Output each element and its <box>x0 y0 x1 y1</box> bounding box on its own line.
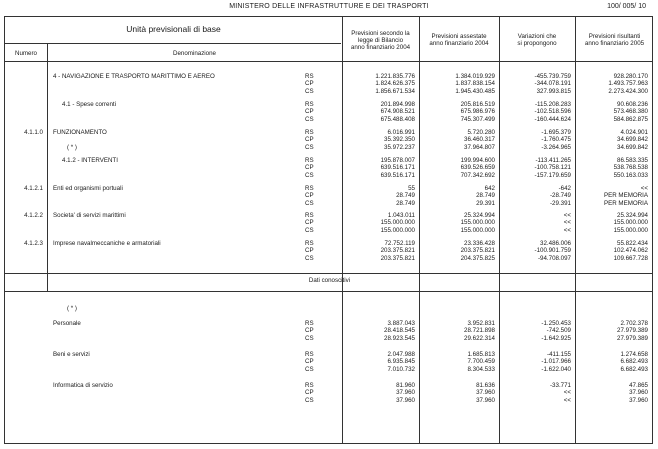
row-label: Imprese navalmeccaniche e armatoriali <box>53 240 161 247</box>
table-cell: 1.384.019.929 <box>455 73 495 80</box>
row-label: FUNZIONAMENTO <box>53 129 107 136</box>
table-cell: -29.391 <box>550 199 571 207</box>
table-cell: -115.208.283 <box>534 101 571 108</box>
table-cell: 37.964.807 <box>464 143 495 151</box>
table-cell: << <box>563 389 571 397</box>
table-cell: 35.392.350 <box>384 136 415 144</box>
table-cell: -1.760.475 <box>541 136 571 144</box>
row-number: 4.1.2.3 <box>24 240 43 247</box>
table-cell: 90.608.236 <box>617 101 648 108</box>
table-cell: 37.960 <box>629 389 648 397</box>
table-cell: -3.264.965 <box>541 143 571 151</box>
divider <box>5 291 652 292</box>
table-cell: 29.622.314 <box>464 334 495 342</box>
table-cell: 1.274.658 <box>620 351 648 358</box>
table-cell: 205.816.519 <box>460 101 495 108</box>
col-assestate: Previsioni assestate anno finanziario 2004 <box>429 33 489 48</box>
line-code: CP <box>305 108 314 116</box>
table-cell: 639.526.659 <box>460 164 495 172</box>
table-cell: 199.994.600 <box>460 157 495 164</box>
table-cell: 28.418.545 <box>384 327 415 335</box>
table-cell: 28.721.898 <box>464 327 495 335</box>
table-cell: 203.375.821 <box>380 247 415 255</box>
line-code: CP <box>305 136 314 144</box>
table-cell: 155.000.000 <box>380 226 415 234</box>
col-legge-bilancio: Previsioni secondo la legge di Bilancio anno finanziario 2004 <box>350 30 411 52</box>
table-cell: 155.000.000 <box>613 219 648 227</box>
table-cell: -94.708.097 <box>537 254 571 262</box>
page-number: 100/ 005/ 10 <box>607 3 646 10</box>
table-cell: 47.865 <box>629 382 648 389</box>
table-cell: 35.972.237 <box>384 143 415 151</box>
table-cell: 155.000.000 <box>460 219 495 227</box>
table-cell: 573.468.380 <box>613 108 648 116</box>
table-cell: 584.862.875 <box>613 115 648 123</box>
row-label: 4.1.2 - INTERVENTI <box>62 157 118 164</box>
table-cell: 928.280.170 <box>613 73 648 80</box>
table-cell: 675.986.976 <box>460 108 495 116</box>
table-cell: 2.273.424.300 <box>608 87 648 95</box>
table-cell: 109.667.728 <box>613 254 648 262</box>
table-cell: 28.749 <box>476 192 495 200</box>
table-cell: 32.486.006 <box>540 240 571 247</box>
line-code: RS <box>305 73 314 80</box>
table-cell: 1.493.757.963 <box>608 80 648 88</box>
table-cell: 25.324.994 <box>617 212 648 219</box>
line-code: CS <box>305 396 314 404</box>
table-cell: 195.878.007 <box>380 157 415 164</box>
table-cell: << <box>640 185 648 192</box>
unit-title: Unità previsionali di base <box>126 24 221 34</box>
ministry-title: MINISTERO DELLE INFRASTRUTTURE E DEI TRASPORTI <box>229 3 429 10</box>
table-cell: 37.960 <box>396 389 415 397</box>
table-cell: 1.856.671.534 <box>375 87 415 95</box>
budget-table <box>4 16 653 444</box>
line-code: CS <box>305 334 314 342</box>
line-code: RS <box>305 240 314 247</box>
table-cell: 327.993.815 <box>536 87 571 95</box>
line-code: RS <box>305 129 314 136</box>
divider <box>5 43 341 44</box>
table-cell: 34.699.842 <box>617 136 648 144</box>
line-code: CP <box>305 389 314 397</box>
table-cell: 37.960 <box>396 396 415 404</box>
line-code: RS <box>305 320 314 327</box>
table-cell: 7.700.459 <box>467 358 495 366</box>
table-cell: 8.304.533 <box>467 365 495 373</box>
table-cell: 1.685.813 <box>467 351 495 358</box>
table-cell: -455.739.759 <box>534 73 571 80</box>
table-cell: 550.163.033 <box>613 171 648 179</box>
table-cell: 707.342.692 <box>460 171 495 179</box>
line-code: CP <box>305 192 314 200</box>
table-cell: 81.636 <box>476 382 495 389</box>
table-cell: 155.000.000 <box>613 226 648 234</box>
table-cell: 6.016.991 <box>387 129 415 136</box>
table-cell: 37.960 <box>476 389 495 397</box>
line-code: CS <box>305 199 314 207</box>
line-code: RS <box>305 101 314 108</box>
table-cell: 36.460.317 <box>464 136 495 144</box>
line-code: CP <box>305 247 314 255</box>
section-title: Dati conoscitivi <box>308 277 351 284</box>
table-cell: -157.179.659 <box>534 171 571 179</box>
line-code: CP <box>305 358 314 366</box>
table-cell: 7.010.732 <box>387 365 415 373</box>
table-cell: -1.622.040 <box>541 365 571 373</box>
table-cell: 29.391 <box>476 199 495 207</box>
table-cell: 1.221.835.776 <box>375 73 415 80</box>
table-cell: 5.720.280 <box>467 129 495 136</box>
table-cell: 34.699.842 <box>617 143 648 151</box>
table-cell: -102.518.596 <box>534 108 571 116</box>
table-cell: << <box>563 219 571 227</box>
table-cell: 27.979.389 <box>617 334 648 342</box>
table-cell: 27.979.389 <box>617 327 648 335</box>
table-cell: 72.752.119 <box>384 240 415 247</box>
table-cell: -344.078.191 <box>534 80 571 88</box>
table-cell: 538.768.538 <box>613 164 648 172</box>
table-cell: << <box>563 212 571 219</box>
table-cell: 81.960 <box>396 382 415 389</box>
row-label: Beni e servizi <box>53 351 90 358</box>
table-cell: 25.324.994 <box>464 212 495 219</box>
row-label: Personale <box>53 320 81 327</box>
table-cell: 23.336.428 <box>464 240 495 247</box>
line-code: CP <box>305 327 314 335</box>
table-cell: 6.682.493 <box>620 358 648 366</box>
line-code: CS <box>305 115 314 123</box>
table-cell: 2.047.988 <box>387 351 415 358</box>
table-cell: -28.749 <box>550 192 571 200</box>
table-cell: 28.923.545 <box>384 334 415 342</box>
col-variazioni: Variazioni che si propongono <box>517 33 557 48</box>
table-cell: 6.682.493 <box>620 365 648 373</box>
table-cell: 201.894.998 <box>380 101 415 108</box>
line-code: CS <box>305 143 314 151</box>
divider <box>5 61 652 62</box>
table-cell: 37.960 <box>476 396 495 404</box>
row-label: 4 - NAVIGAZIONE E TRASPORTO MARITTIMO E AEREO <box>53 73 215 80</box>
row-number: 4.1.1.0 <box>24 129 43 136</box>
row-note: ( * ) <box>67 143 77 151</box>
table-cell: -1.017.966 <box>541 358 571 366</box>
line-code: RS <box>305 212 314 219</box>
table-cell: 86.583.335 <box>617 157 648 164</box>
table-cell: 155.000.000 <box>460 226 495 234</box>
col-risultanti: Previsioni risultanti anno finanziario 2005 <box>584 33 645 48</box>
table-cell: -1.250.453 <box>541 320 571 327</box>
line-code: CP <box>305 80 314 88</box>
divider <box>47 43 48 291</box>
table-cell: 674.908.521 <box>380 108 415 116</box>
table-cell: 1.824.626.375 <box>375 80 415 88</box>
table-cell: -1.642.925 <box>541 334 571 342</box>
table-cell: 28.749 <box>396 199 415 207</box>
line-code: RS <box>305 351 314 358</box>
table-cell: -100.901.759 <box>534 247 571 255</box>
row-label: Societa' di servizi marittimi <box>53 212 126 219</box>
row-label: Enti ed organismi portuali <box>53 185 123 192</box>
line-code: CS <box>305 365 314 373</box>
table-cell: PER MEMORIA <box>603 199 648 207</box>
table-cell: PER MEMORIA <box>603 192 648 200</box>
table-cell: 639.516.171 <box>380 164 415 172</box>
row-number: 4.1.2.1 <box>24 185 43 192</box>
denomination-header: Denominazione <box>173 50 216 57</box>
table-cell: 745.307.499 <box>460 115 495 123</box>
table-cell: -113.411.265 <box>535 157 571 164</box>
table-cell: 204.375.825 <box>460 254 495 262</box>
number-header: Numero <box>14 50 37 57</box>
line-code: CS <box>305 87 314 95</box>
row-label: 4.1 - Spese correnti <box>62 101 116 108</box>
table-cell: -742.509 <box>546 327 571 335</box>
table-cell: -642 <box>558 185 571 192</box>
table-cell: -33.771 <box>550 382 571 389</box>
table-cell: 102.474.062 <box>613 247 648 255</box>
table-cell: 37.960 <box>629 396 648 404</box>
table-cell: 28.749 <box>396 192 415 200</box>
table-cell: -100.758.121 <box>534 164 571 172</box>
row-number: 4.1.2.2 <box>24 212 43 219</box>
table-cell: 642 <box>484 185 495 192</box>
table-cell: 55 <box>408 185 415 192</box>
line-code: CS <box>305 226 314 234</box>
table-cell: 203.375.821 <box>460 247 495 255</box>
table-cell: -1.695.379 <box>541 129 571 136</box>
table-cell: << <box>563 396 571 404</box>
table-cell: 203.375.821 <box>380 254 415 262</box>
table-cell: 3.887.043 <box>387 320 415 327</box>
table-cell: 2.702.378 <box>620 320 648 327</box>
table-cell: << <box>563 226 571 234</box>
table-cell: 675.488.408 <box>380 115 415 123</box>
divider <box>5 273 652 274</box>
table-cell: 1.043.011 <box>387 212 415 219</box>
table-cell: -411.155 <box>547 351 571 358</box>
line-code: CP <box>305 164 314 172</box>
row-label: Informatica di servizio <box>53 382 113 389</box>
line-code: RS <box>305 185 314 192</box>
table-cell: 155.000.000 <box>380 219 415 227</box>
line-code: CS <box>305 254 314 262</box>
table-cell: 1.945.430.485 <box>455 87 495 95</box>
section-note: ( * ) <box>67 305 77 312</box>
table-cell: -160.444.624 <box>534 115 571 123</box>
line-code: CP <box>305 219 314 227</box>
table-cell: 3.952.831 <box>467 320 495 327</box>
line-code: CS <box>305 171 314 179</box>
table-cell: 639.516.171 <box>380 171 415 179</box>
line-code: RS <box>305 382 314 389</box>
table-cell: 4.024.901 <box>620 129 648 136</box>
table-cell: 6.935.845 <box>387 358 415 366</box>
table-cell: 1.837.838.154 <box>455 80 495 88</box>
line-code: RS <box>305 157 314 164</box>
table-cell: 55.822.434 <box>617 240 648 247</box>
